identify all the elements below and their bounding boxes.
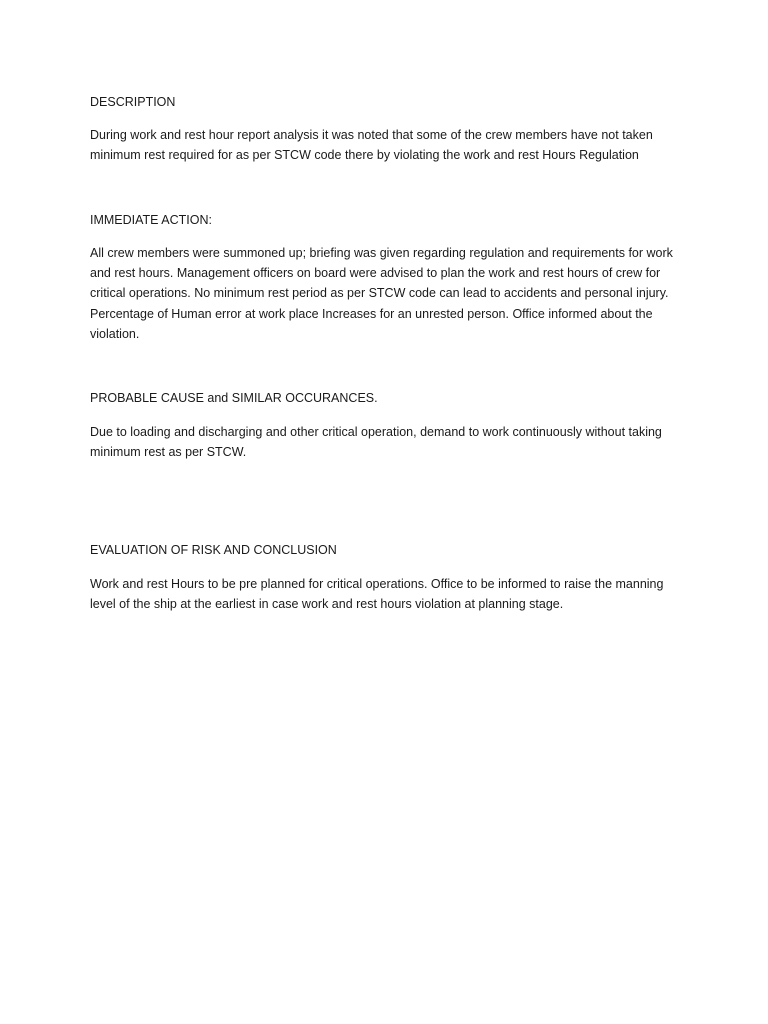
section-body-evaluation-of-risk: Work and rest Hours to be pre planned for critical operations. Office to be informed to raise the manning level of the ship at the earliest in case work and rest hours violation at planning stage. <box>90 577 664 612</box>
section-body-probable-cause: Due to loading and discharging and other critical operation, demand to work continuously without taking minimum rest as per STCW. <box>90 425 662 460</box>
section-body-immediate-action: All crew members were summoned up; briefing was given regarding regulation and requirements for work and rest hours. Management officers on board were advised to plan the work and rest hours of crew for critical operations. No minimum rest period as per STCW code can lead to accidents and personal injury. Percentage of Human error at work place Increases for an unrested person. Office informed about the violation. <box>90 246 673 341</box>
section-heading-evaluation-of-risk: EVALUATION OF RISK AND CONCLUSION <box>90 543 337 557</box>
section-body-description: During work and rest hour report analysis it was noted that some of the crew members have not taken minimum rest required for as per STCW code there by violating the work and rest Hours Regulation <box>90 128 653 163</box>
section-heading-description: DESCRIPTION <box>90 95 176 109</box>
section-heading-immediate-action: IMMEDIATE ACTION: <box>90 213 212 227</box>
section-heading-probable-cause: PROBABLE CAUSE and SIMILAR OCCURANCES. <box>90 391 378 405</box>
